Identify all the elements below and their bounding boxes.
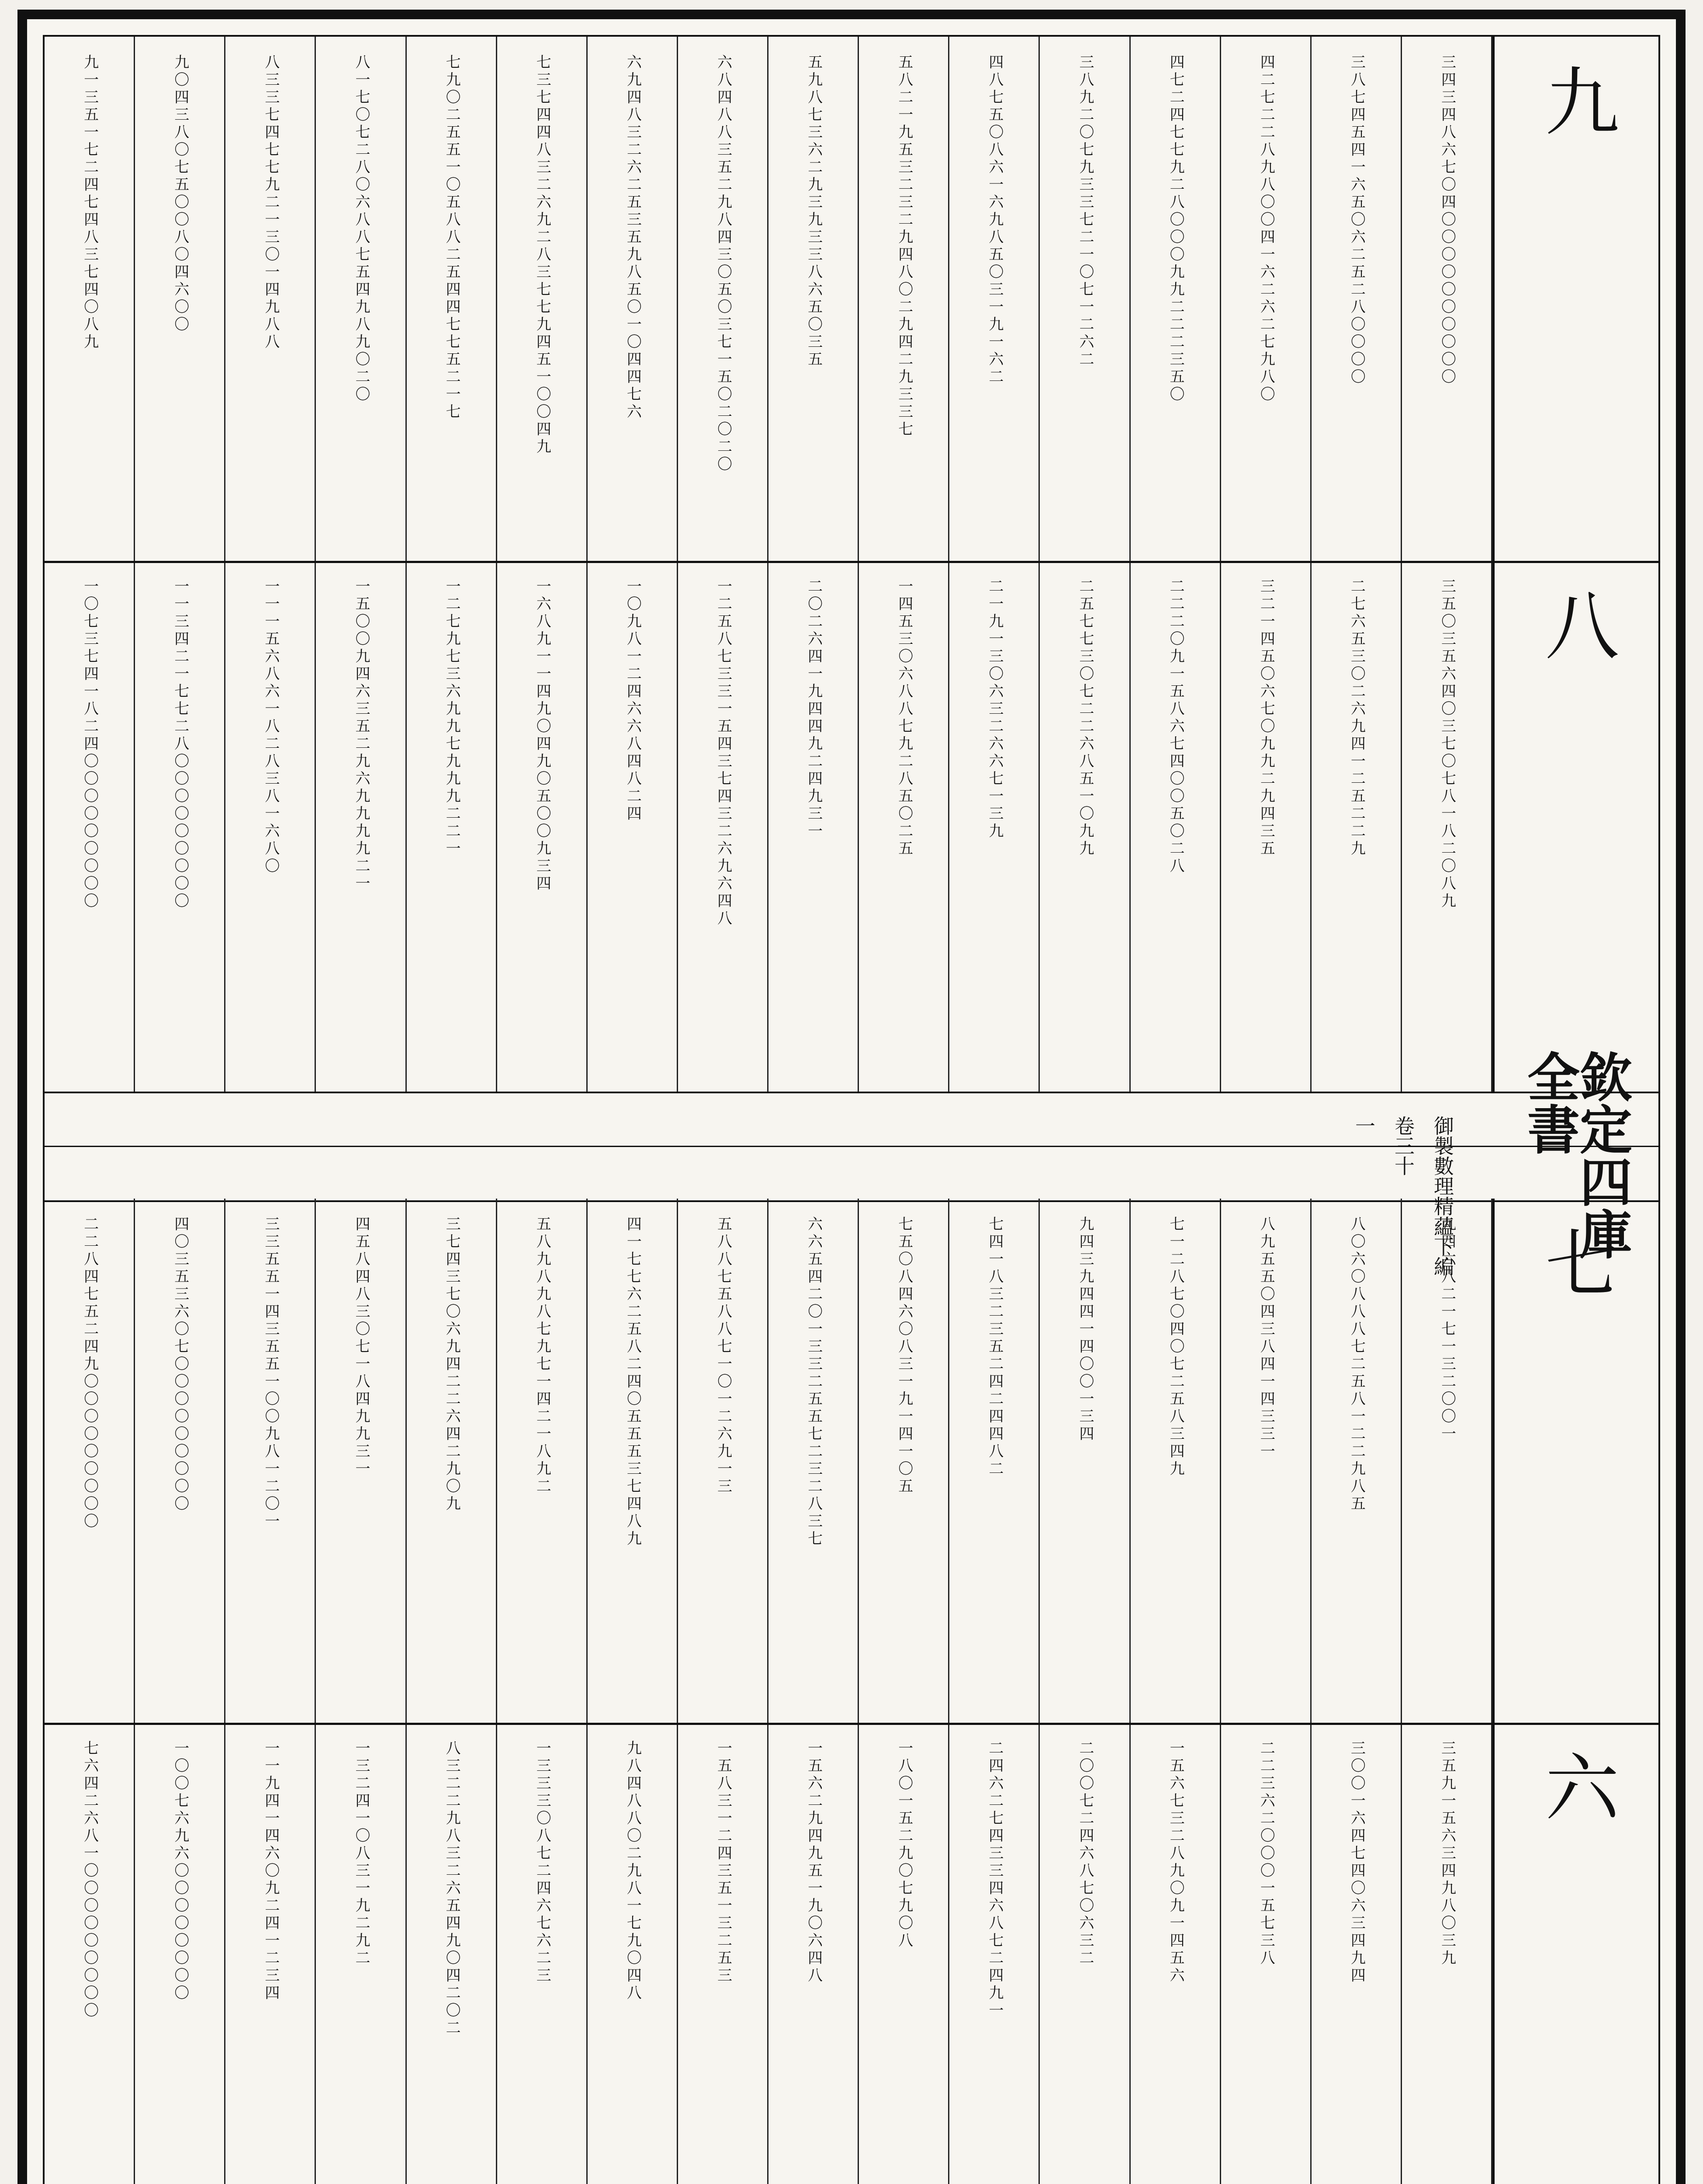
number-cell: 九〇四三八〇七五〇〇八〇四六〇〇 — [171, 54, 189, 334]
lower-left-col — [225, 1199, 316, 1723]
header-eight: 八 — [1532, 587, 1619, 661]
number-cell: 一〇九八一二四六六八四八二四 — [624, 578, 642, 823]
upper-left-col — [949, 37, 1040, 561]
number-cell: 八〇六〇八八八七二五八一二二九八五 — [1348, 1216, 1366, 1513]
lower-table — [45, 1199, 1658, 2184]
lower-right-col — [1221, 1723, 1312, 2184]
lower-right-col — [949, 1723, 1040, 2184]
number-cell: 二二八四七五二四九〇〇〇〇〇〇〇〇〇 — [81, 1216, 99, 1531]
title-strip — [1492, 1041, 1658, 1268]
number-cell: 二一九一三〇六三二六六七一三九 — [986, 578, 1004, 840]
upper-right-col — [949, 561, 1040, 1092]
upper-left-col — [768, 37, 859, 561]
upper-right-col — [1312, 561, 1402, 1092]
number-cell: 三八九二〇七九三三七二一〇七一二六二 — [1076, 54, 1094, 369]
number-cell: 二七六五三〇二六九四一二五二二九 — [1348, 578, 1366, 858]
lower-right-col — [768, 1723, 859, 2184]
number-cell: 七一二八七〇四〇七二五八三四九 — [1167, 1216, 1185, 1478]
lower-left-col — [407, 1199, 497, 1723]
number-cell: 一五〇〇九四六三五二九六九九九九二一 — [352, 578, 370, 893]
page-frame — [17, 10, 1686, 2184]
header-col-seven — [1492, 1199, 1658, 2184]
number-cell: 六九四八三二六二五三五九八五〇一〇四四七六 — [624, 54, 642, 421]
band-rule — [45, 1146, 1658, 1147]
number-cell: 三八七四五四一六五〇六二五二八〇〇〇〇 — [1348, 54, 1366, 386]
number-cell: 二五七七三〇七二二六八五一〇九九 — [1076, 578, 1094, 858]
lower-left-col — [1221, 1199, 1312, 1723]
book-title: 欽定四庫全書 — [1519, 1050, 1633, 1260]
number-cell: 七五〇八四六〇八三一九一四一〇五 — [895, 1216, 913, 1496]
lower-left-col — [678, 1199, 768, 1723]
upper-right-col — [768, 561, 859, 1092]
lower-right-col — [1040, 1723, 1130, 2184]
number-cell: 五八二一九五三二三二九四八〇二九四二九三三七 — [895, 54, 913, 439]
lower-right-col — [1402, 1723, 1492, 2184]
lower-left-col — [1402, 1199, 1492, 1723]
lower-right-col — [407, 1723, 497, 2184]
number-cell: 一二七九七三六九九七九九九二二一 — [443, 578, 461, 858]
number-cell: 二二二〇九一五八六七四〇〇五〇二八 — [1167, 578, 1185, 875]
upper-left-col — [859, 37, 949, 561]
lower-right-col — [678, 1723, 768, 2184]
lower-left-col — [859, 1199, 949, 1723]
number-cell: 二〇二六四一九四四九二四九三一 — [805, 578, 823, 840]
number-cell: 一六八九一一四九〇四九〇五〇〇九三四 — [533, 578, 551, 893]
number-cell: 二四六二七四三三四六八七二四九一 — [986, 1740, 1004, 2020]
header-seven: 七 — [1532, 1225, 1619, 1299]
header-col-nine — [1492, 37, 1658, 1092]
number-cell: 四八七五〇八六一六九八五〇三一九一六二 — [986, 54, 1004, 386]
upper-left-col — [407, 37, 497, 561]
upper-left-col — [1312, 37, 1402, 561]
upper-right-col — [135, 561, 225, 1092]
lower-left-col — [316, 1199, 406, 1723]
upper-right-col — [407, 561, 497, 1092]
number-cell: 七三七四四八三二六九二八三七七九四五一〇〇四九 — [533, 54, 551, 456]
lower-right-col — [859, 1723, 949, 2184]
lower-left-col — [497, 1199, 588, 1723]
number-cell: 六八四八八三五二九八四三〇五〇三七一五〇二〇二〇 — [714, 54, 732, 473]
upper-left-col — [45, 37, 135, 561]
number-cell: 一三二四一〇八三一九二九二 — [352, 1740, 370, 1967]
upper-left-col — [1402, 37, 1492, 561]
number-cell: 四五八四八三〇七一八四九九三一 — [352, 1216, 370, 1478]
upper-right-col — [678, 561, 768, 1092]
upper-right-col — [1040, 561, 1130, 1092]
upper-right-col — [588, 561, 678, 1092]
number-cell: 六六五四二〇一三三二五五七二三二八三七 — [805, 1216, 823, 1548]
number-cell: 七九〇二五五一〇五八八二五四四七七五二一七 — [443, 54, 461, 421]
lower-right-col — [1312, 1723, 1402, 2184]
number-cell: 一二五八七三三一五四三七四三二六九六四八 — [714, 578, 732, 928]
number-cell: 一一九四一四六〇九二四一二三四 — [262, 1740, 280, 2002]
lower-left-col — [768, 1199, 859, 1723]
upper-left-col — [1221, 37, 1312, 561]
number-cell: 一五六二九四九五一九〇六四八 — [805, 1740, 823, 1985]
book-subtitle: 御製數理精蘊下編 — [1431, 1116, 1454, 1276]
number-cell: 三五九一五六三四九八〇三九 — [1438, 1740, 1456, 1967]
page-inner-border — [43, 35, 1660, 2184]
number-cell: 八一七〇七二八〇六八八七五四九八九〇二〇 — [352, 54, 370, 404]
upper-right-col — [497, 561, 588, 1092]
number-cell: 九一三五一七二四七四八三七四〇八九 — [81, 54, 99, 351]
number-cell: 二二三六二〇〇〇一五七三八 — [1257, 1740, 1275, 1967]
upper-left-col — [1040, 37, 1130, 561]
number-cell: 八三二二九八三二六五四九〇四二〇二 — [443, 1740, 461, 2037]
middle-band — [45, 1092, 1658, 1202]
number-cell: 五八八七五八八七一〇一二六九一三 — [714, 1216, 732, 1496]
lower-left-col — [135, 1199, 225, 1723]
lower-left-col — [588, 1199, 678, 1723]
lower-right-col — [497, 1723, 588, 2184]
number-cell: 八九五五〇四三八四一四三三一 — [1257, 1216, 1275, 1461]
number-cell: 三二一四五〇六七〇九九二九四三五 — [1257, 578, 1275, 858]
section-divider — [45, 1723, 1492, 1725]
upper-right-col — [225, 561, 316, 1092]
number-cell: 二〇〇七二四六八七〇六三二 — [1076, 1740, 1094, 1967]
number-cell: 五九八七三六二九三九三三八六五〇三五 — [805, 54, 823, 369]
upper-left-col — [678, 37, 768, 561]
number-cell: 九八四八八〇二九八一七九〇四八 — [624, 1740, 642, 2002]
header-six: 六 — [1532, 1749, 1619, 1823]
volume-label: 卷三十 — [1391, 1116, 1415, 1176]
number-cell: 八三三七四七七九二一三〇一四九八八 — [262, 54, 280, 351]
lower-right-col — [45, 1723, 135, 2184]
number-cell: 四一七七六二五八二四〇五五五三七四八九 — [624, 1216, 642, 1548]
number-cell: 一一一五六八六一八二八三八一六八〇 — [262, 578, 280, 875]
number-cell: 一一三四二一七七二八〇〇〇〇〇〇〇〇〇 — [171, 578, 189, 910]
lower-right-col — [1131, 1723, 1221, 2184]
number-cell: 七四一八三二三五二四二四四八二 — [986, 1216, 1004, 1478]
lower-left-col — [45, 1199, 135, 1723]
upper-table — [45, 37, 1658, 1092]
upper-left-col — [588, 37, 678, 561]
leaf-number: 一 — [1352, 1116, 1376, 1136]
upper-left-col — [135, 37, 225, 561]
lower-left-col — [1040, 1199, 1130, 1723]
lower-right-col — [225, 1723, 316, 2184]
upper-left-col — [225, 37, 316, 561]
number-cell: 三三五五一四三五五一〇〇九八一二〇一 — [262, 1216, 280, 1531]
upper-left-col — [497, 37, 588, 561]
number-cell: 三〇〇一六四七四〇六三四九四 — [1348, 1740, 1366, 1985]
number-cell: 一三三三〇八七二四六七六二三 — [533, 1740, 551, 1985]
number-cell: 七六四二六八一〇〇〇〇〇〇〇〇〇 — [81, 1740, 99, 2020]
number-cell: 一五六七三二八九〇九一四五六 — [1167, 1740, 1185, 1985]
number-cell: 五八九八九八七九七一四二一八九二 — [533, 1216, 551, 1496]
lower-right-col — [588, 1723, 678, 2184]
number-cell: 三五〇三五六四〇三七〇七八一八二〇八九 — [1438, 578, 1456, 910]
upper-right-col — [45, 561, 135, 1092]
number-cell: 一〇七三七四一八二四〇〇〇〇〇〇〇〇〇 — [81, 578, 99, 910]
number-cell: 一〇〇七六九六〇〇〇〇〇〇〇〇 — [171, 1740, 189, 2002]
lower-left-col — [949, 1199, 1040, 1723]
upper-left-col — [1131, 37, 1221, 561]
lower-right-col — [316, 1723, 406, 2184]
lower-right-col — [135, 1723, 225, 2184]
number-cell: 一八〇一五二九〇七九〇八 — [895, 1740, 913, 1950]
lower-left-col — [1312, 1199, 1402, 1723]
upper-left-col — [316, 37, 406, 561]
number-cell: 四七二四七七九二八〇〇〇九九二二二三五〇 — [1167, 54, 1185, 404]
upper-right-col — [1402, 561, 1492, 1092]
upper-right-col — [316, 561, 406, 1092]
number-cell: 九四六八二一七一三二〇〇一 — [1438, 1216, 1456, 1443]
number-cell: 四〇三五三六〇七〇〇〇〇〇〇〇〇〇 — [171, 1216, 189, 1513]
number-cell: 四二七二二八九八〇〇四一六二六二七九八〇 — [1257, 54, 1275, 404]
header-nine: 九 — [1532, 63, 1619, 137]
number-cell: 一四五三〇六八八七九二八五〇二五 — [895, 578, 913, 858]
number-cell: 三四三四八六七〇四〇〇〇〇〇〇〇〇〇〇 — [1438, 54, 1456, 386]
number-cell: 九四三九四四一四〇〇一三四 — [1076, 1216, 1094, 1443]
lower-left-col — [1131, 1199, 1221, 1723]
upper-right-col — [1131, 561, 1221, 1092]
upper-right-col — [859, 561, 949, 1092]
section-divider — [45, 561, 1492, 563]
number-cell: 一五八三一二四三五一三二五三 — [714, 1740, 732, 1985]
number-cell: 三七四三七〇六九四二二六四二九〇九 — [443, 1216, 461, 1513]
upper-right-col — [1221, 561, 1312, 1092]
